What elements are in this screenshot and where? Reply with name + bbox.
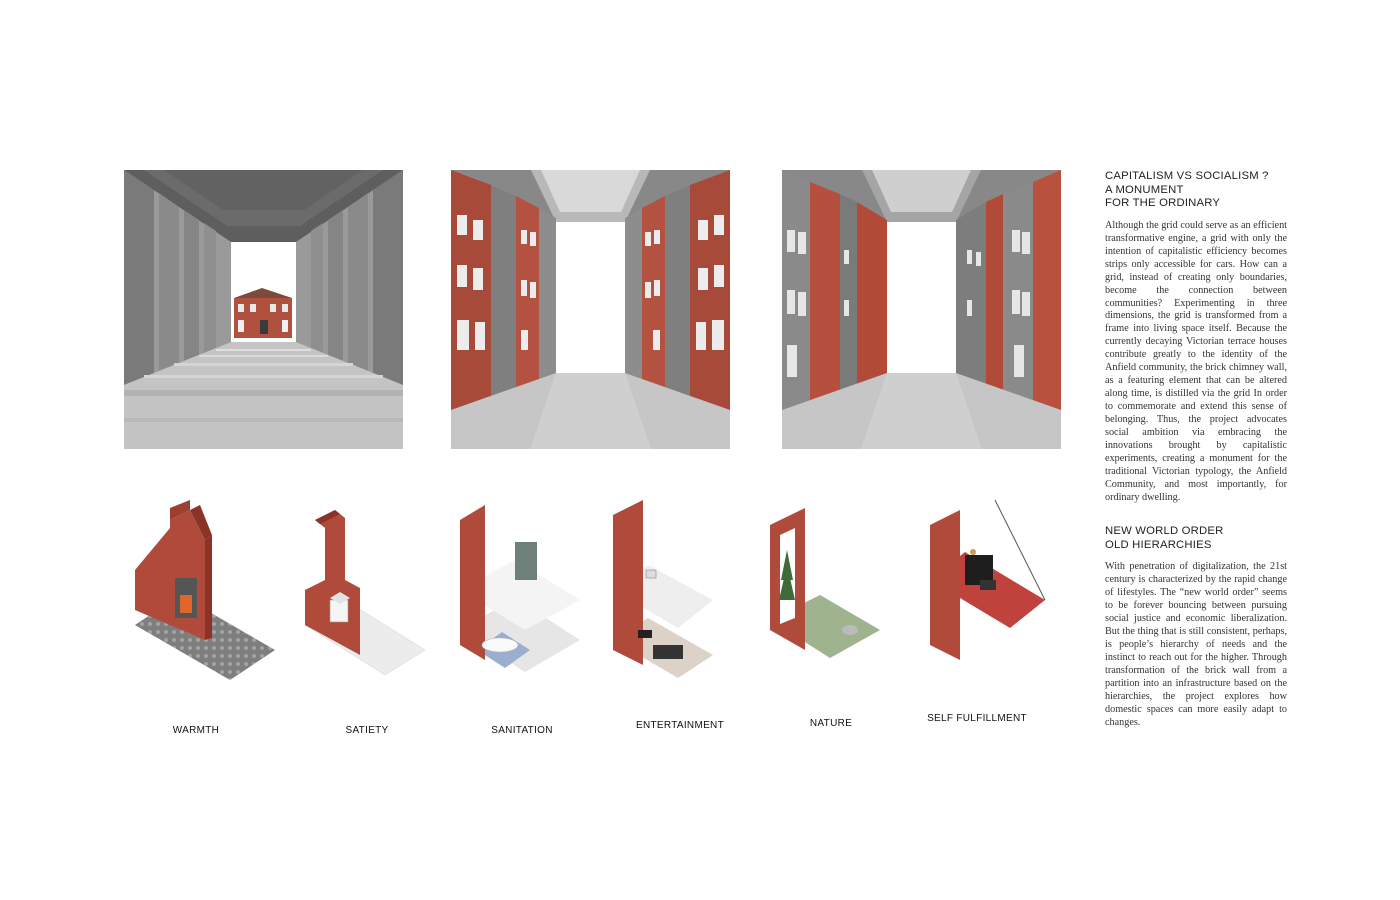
piano-diagram — [925, 500, 1050, 670]
label-warmth: WARMTH — [172, 725, 220, 736]
section-1-paragraph: Although the grid could serve as an efficient transformative engine, a grid with only the intention of capitalistic efficiency becomes strips only accessible for cars. How can a grid, instead of creating only boundaries, become the connection between communities? Experimenting in three dimensions, the grid is transformed from a frame into living space itself. Because the currently decaying Victorian terrace houses contribute greatly to the identity of the Anfield community, the brick chimney wall, as a featuring element that can be altered along time, is distilled via the grid In order to commemorate and extend this sense of belonging. Thus, the project advocates social ambition via embracing the innovations brought by capitalistic experiments, creating a monument for the traditional Victorian typology, the Anfield Community, and most importantly, for ordinary dwelling. — [1105, 219, 1287, 503]
axo-nature — [765, 500, 885, 670]
axo-self-fulfillment — [925, 500, 1050, 670]
colonnade-render-image — [124, 170, 403, 449]
label-sanitation: SANITATION — [491, 725, 553, 736]
section-2-paragraph: With penetration of digitalization, the 21st century is characterized by the rapid change of lifestyles. The “new world order” seems to be forever bouncing between pursuing social justice and economic liberalization. But the thing that is still consistent, perhaps, is people’s hierarchy of needs and the instinct to reach out for the higher. Through transformation of the brick wall from a partition into an infrastructure based on the hierarchies, the project explores how domestic spaces can more easily adapt to changes. — [1105, 561, 1287, 728]
colonnade-render — [124, 170, 403, 449]
tree-window-diagram — [765, 500, 885, 670]
fireplace-diagram — [130, 500, 280, 670]
section-1-heading-line: FOR THE ORDINARY — [1105, 197, 1221, 210]
section-new-world-order — [1105, 525, 1287, 730]
label-self-fulfillment: SELF FULFILLMENT — [927, 713, 1027, 724]
section-1-heading — [1105, 170, 1287, 211]
brick-street-render — [451, 170, 730, 449]
bathroom-diagram — [455, 500, 585, 670]
label-entertainment: ENTERTAINMENT — [636, 720, 724, 731]
section-capitalism — [1105, 170, 1287, 505]
axo-warmth — [130, 500, 280, 670]
brick-street-render-image — [451, 170, 730, 449]
brick-wall-street-render — [782, 170, 1061, 449]
axo-entertainment — [608, 500, 718, 670]
section-2-heading — [1105, 525, 1287, 552]
label-nature: NATURE — [809, 718, 853, 729]
axo-sanitation — [455, 500, 585, 670]
axo-satiety — [300, 500, 430, 670]
section-1-heading-line: CAPITALISM VS SOCIALISM ? — [1105, 170, 1269, 182]
section-2-heading-line: OLD HIERARCHIES — [1105, 538, 1212, 551]
section-2-heading-line: NEW WORLD ORDER — [1105, 525, 1224, 537]
living-room-diagram — [608, 500, 718, 670]
section-1-heading-line: A MONUMENT — [1105, 183, 1184, 196]
label-satiety: SATIETY — [345, 725, 389, 736]
kitchen-chimney-diagram — [300, 500, 430, 670]
brick-wall-street-render-image — [782, 170, 1061, 449]
